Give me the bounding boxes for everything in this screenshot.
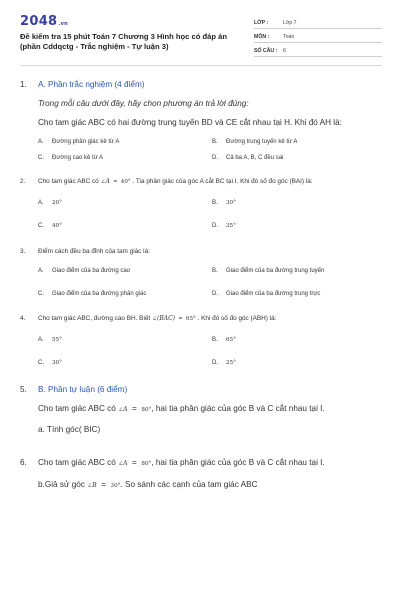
equals-sign: = bbox=[101, 479, 106, 489]
option-letter: B. bbox=[212, 336, 218, 343]
instruction-text: Trong mỗi câu dưới đây, hãy chọn phương án trả lời đúng: bbox=[38, 99, 249, 108]
option-letter: A. bbox=[38, 139, 44, 145]
meta-row-subject bbox=[254, 29, 382, 43]
question-2 bbox=[20, 177, 382, 231]
question-text: Điểm cách đều ba đỉnh của tam giác là: bbox=[38, 247, 150, 255]
text-after: . Tia phân giác của góc A cắt BC tại I. Khi đó số đo góc (BAI) là: bbox=[132, 178, 313, 185]
question-number: 6. bbox=[20, 457, 27, 467]
option-a[interactable] bbox=[38, 336, 212, 345]
options bbox=[38, 336, 382, 368]
question-text bbox=[38, 314, 382, 325]
text-after: . Khi đó số đo góc (ABH) là: bbox=[197, 315, 277, 322]
document-title: Đề kiểm tra 15 phút Toán 7 Chương 3 Hình học có đáp án (phần Cddqctg - Trắc nghiệm - Tự luận 3) bbox=[20, 32, 227, 51]
site-logo[interactable] bbox=[20, 14, 68, 29]
text-before: Cho tam giác ABC có bbox=[38, 457, 116, 467]
question-5 bbox=[20, 384, 382, 436]
angle-symbol: ∠A bbox=[118, 459, 128, 467]
option-d[interactable] bbox=[212, 290, 382, 299]
option-text: 40° bbox=[52, 222, 62, 229]
meta-value: 6 bbox=[283, 48, 286, 54]
option-letter: C. bbox=[38, 291, 44, 297]
question-text: Cho tam giác ABC có hai đường trung tuyến BD và CE cắt nhau tại H. Khi đó AH là: bbox=[38, 118, 342, 127]
logo-text: 2048 bbox=[20, 14, 58, 29]
option-letter: D. bbox=[212, 359, 218, 366]
angle-symbol: ∠(BAC) bbox=[151, 315, 176, 322]
sub-question-b bbox=[38, 479, 382, 492]
question-6 bbox=[20, 457, 382, 492]
section-title-a: A. Phần trắc nghiệm (4 điểm) bbox=[38, 80, 145, 89]
option-text: Giao điểm của ba đường phân giác bbox=[52, 291, 147, 297]
option-b[interactable] bbox=[212, 138, 382, 147]
question-number: 1. bbox=[20, 80, 27, 89]
option-b[interactable] bbox=[212, 336, 382, 345]
option-letter: D. bbox=[212, 222, 218, 229]
option-c[interactable] bbox=[38, 290, 212, 299]
option-text: Giao điểm của ba đường cao bbox=[52, 268, 130, 274]
option-letter: D. bbox=[212, 291, 218, 297]
option-text: Cả ba A, B, C đều sai bbox=[226, 155, 284, 161]
option-text: Đường cao kẻ từ A bbox=[52, 155, 103, 161]
option-letter: C. bbox=[38, 359, 44, 366]
meta-table bbox=[254, 15, 382, 57]
angle-symbol: ∠B bbox=[87, 481, 97, 489]
option-text: 20° bbox=[52, 199, 62, 206]
option-c[interactable] bbox=[38, 154, 212, 163]
logo-suffix: .vn bbox=[58, 21, 69, 27]
option-text: Giao điểm của ba đường trung trực bbox=[226, 291, 321, 297]
option-letter: B. bbox=[212, 139, 218, 145]
question-number: 2. bbox=[20, 178, 26, 185]
angle-symbol: ∠A bbox=[118, 405, 128, 413]
meta-row-class bbox=[254, 15, 382, 29]
option-text: 30° bbox=[226, 199, 236, 206]
option-a[interactable] bbox=[38, 267, 212, 276]
equals-sign: = bbox=[178, 315, 183, 322]
equals-sign: = bbox=[132, 403, 137, 413]
option-text: 25° bbox=[226, 359, 236, 366]
text-before: Cho tam giác ABC có bbox=[38, 178, 99, 185]
question-4 bbox=[20, 314, 382, 368]
meta-key: MÔN : bbox=[254, 34, 270, 40]
option-text: Đường trung tuyến kẻ từ A bbox=[226, 139, 298, 145]
option-letter: A. bbox=[38, 336, 44, 343]
option-d[interactable] bbox=[212, 154, 382, 163]
option-letter: B. bbox=[212, 268, 218, 274]
text-before: b.Giả sử góc bbox=[38, 479, 85, 489]
option-a[interactable] bbox=[38, 138, 212, 147]
question-text bbox=[38, 403, 382, 416]
text-after: . So sánh các cạnh của tam giác ABC bbox=[120, 479, 258, 489]
option-text: 65° bbox=[226, 336, 236, 343]
meta-value: Lớp 7 bbox=[283, 20, 297, 26]
option-letter: B. bbox=[212, 199, 218, 206]
option-text: Đường phân giác kẻ từ A bbox=[52, 139, 120, 145]
angle-value: 80° bbox=[141, 406, 152, 413]
question-number: 4. bbox=[20, 315, 26, 322]
option-letter: A. bbox=[38, 199, 44, 206]
angle-value: 80° bbox=[141, 460, 152, 467]
option-d[interactable] bbox=[212, 222, 382, 231]
question-1 bbox=[20, 79, 382, 163]
option-letter: C. bbox=[38, 155, 44, 161]
option-a[interactable] bbox=[38, 199, 212, 208]
meta-row-count bbox=[254, 43, 382, 57]
equals-sign: = bbox=[113, 178, 118, 185]
question-number: 5. bbox=[20, 384, 27, 394]
question-list bbox=[20, 79, 382, 492]
option-b[interactable] bbox=[212, 267, 382, 276]
option-letter: D. bbox=[212, 155, 218, 161]
question-3 bbox=[20, 247, 382, 300]
question-text bbox=[38, 457, 382, 470]
angle-value: 65° bbox=[185, 316, 196, 322]
option-b[interactable] bbox=[212, 199, 382, 208]
option-text: 30° bbox=[52, 359, 62, 366]
angle-value: 40° bbox=[120, 179, 131, 185]
option-letter: A. bbox=[38, 268, 44, 274]
section-title-b: B. Phần tự luận (6 điểm) bbox=[38, 384, 128, 394]
text-after: , hai tia phân giác của góc B và C cắt nhau tại I. bbox=[151, 457, 325, 467]
option-c[interactable] bbox=[38, 222, 212, 231]
option-c[interactable] bbox=[38, 359, 212, 368]
question-number: 3. bbox=[20, 247, 26, 255]
meta-key: SỐ CÂU : bbox=[254, 48, 278, 54]
option-letter: C. bbox=[38, 222, 44, 229]
text-after: , hai tia phân giác của góc B và C cắt nhau tại I. bbox=[151, 403, 325, 413]
angle-symbol: ∠A bbox=[100, 178, 110, 185]
option-d[interactable] bbox=[212, 359, 382, 368]
text-before: Cho tam giác ABC, đường cao BH. Biết bbox=[38, 315, 151, 322]
meta-value: Toán bbox=[283, 34, 295, 40]
sub-question-a: a. Tính góc( BIC) bbox=[38, 424, 101, 434]
angle-value: 30° bbox=[110, 482, 121, 489]
options bbox=[38, 267, 382, 299]
question-text bbox=[38, 177, 382, 188]
page-header bbox=[20, 14, 382, 58]
options bbox=[38, 138, 382, 163]
options bbox=[38, 199, 382, 231]
option-text: 55° bbox=[52, 336, 62, 343]
meta-key: LỚP : bbox=[254, 20, 269, 26]
equals-sign: = bbox=[132, 457, 137, 467]
header-divider bbox=[20, 65, 382, 66]
text-before: Cho tam giác ABC có bbox=[38, 403, 116, 413]
option-text: Giao điểm của ba đường trung tuyến bbox=[226, 268, 325, 274]
option-text: 35° bbox=[226, 222, 236, 229]
